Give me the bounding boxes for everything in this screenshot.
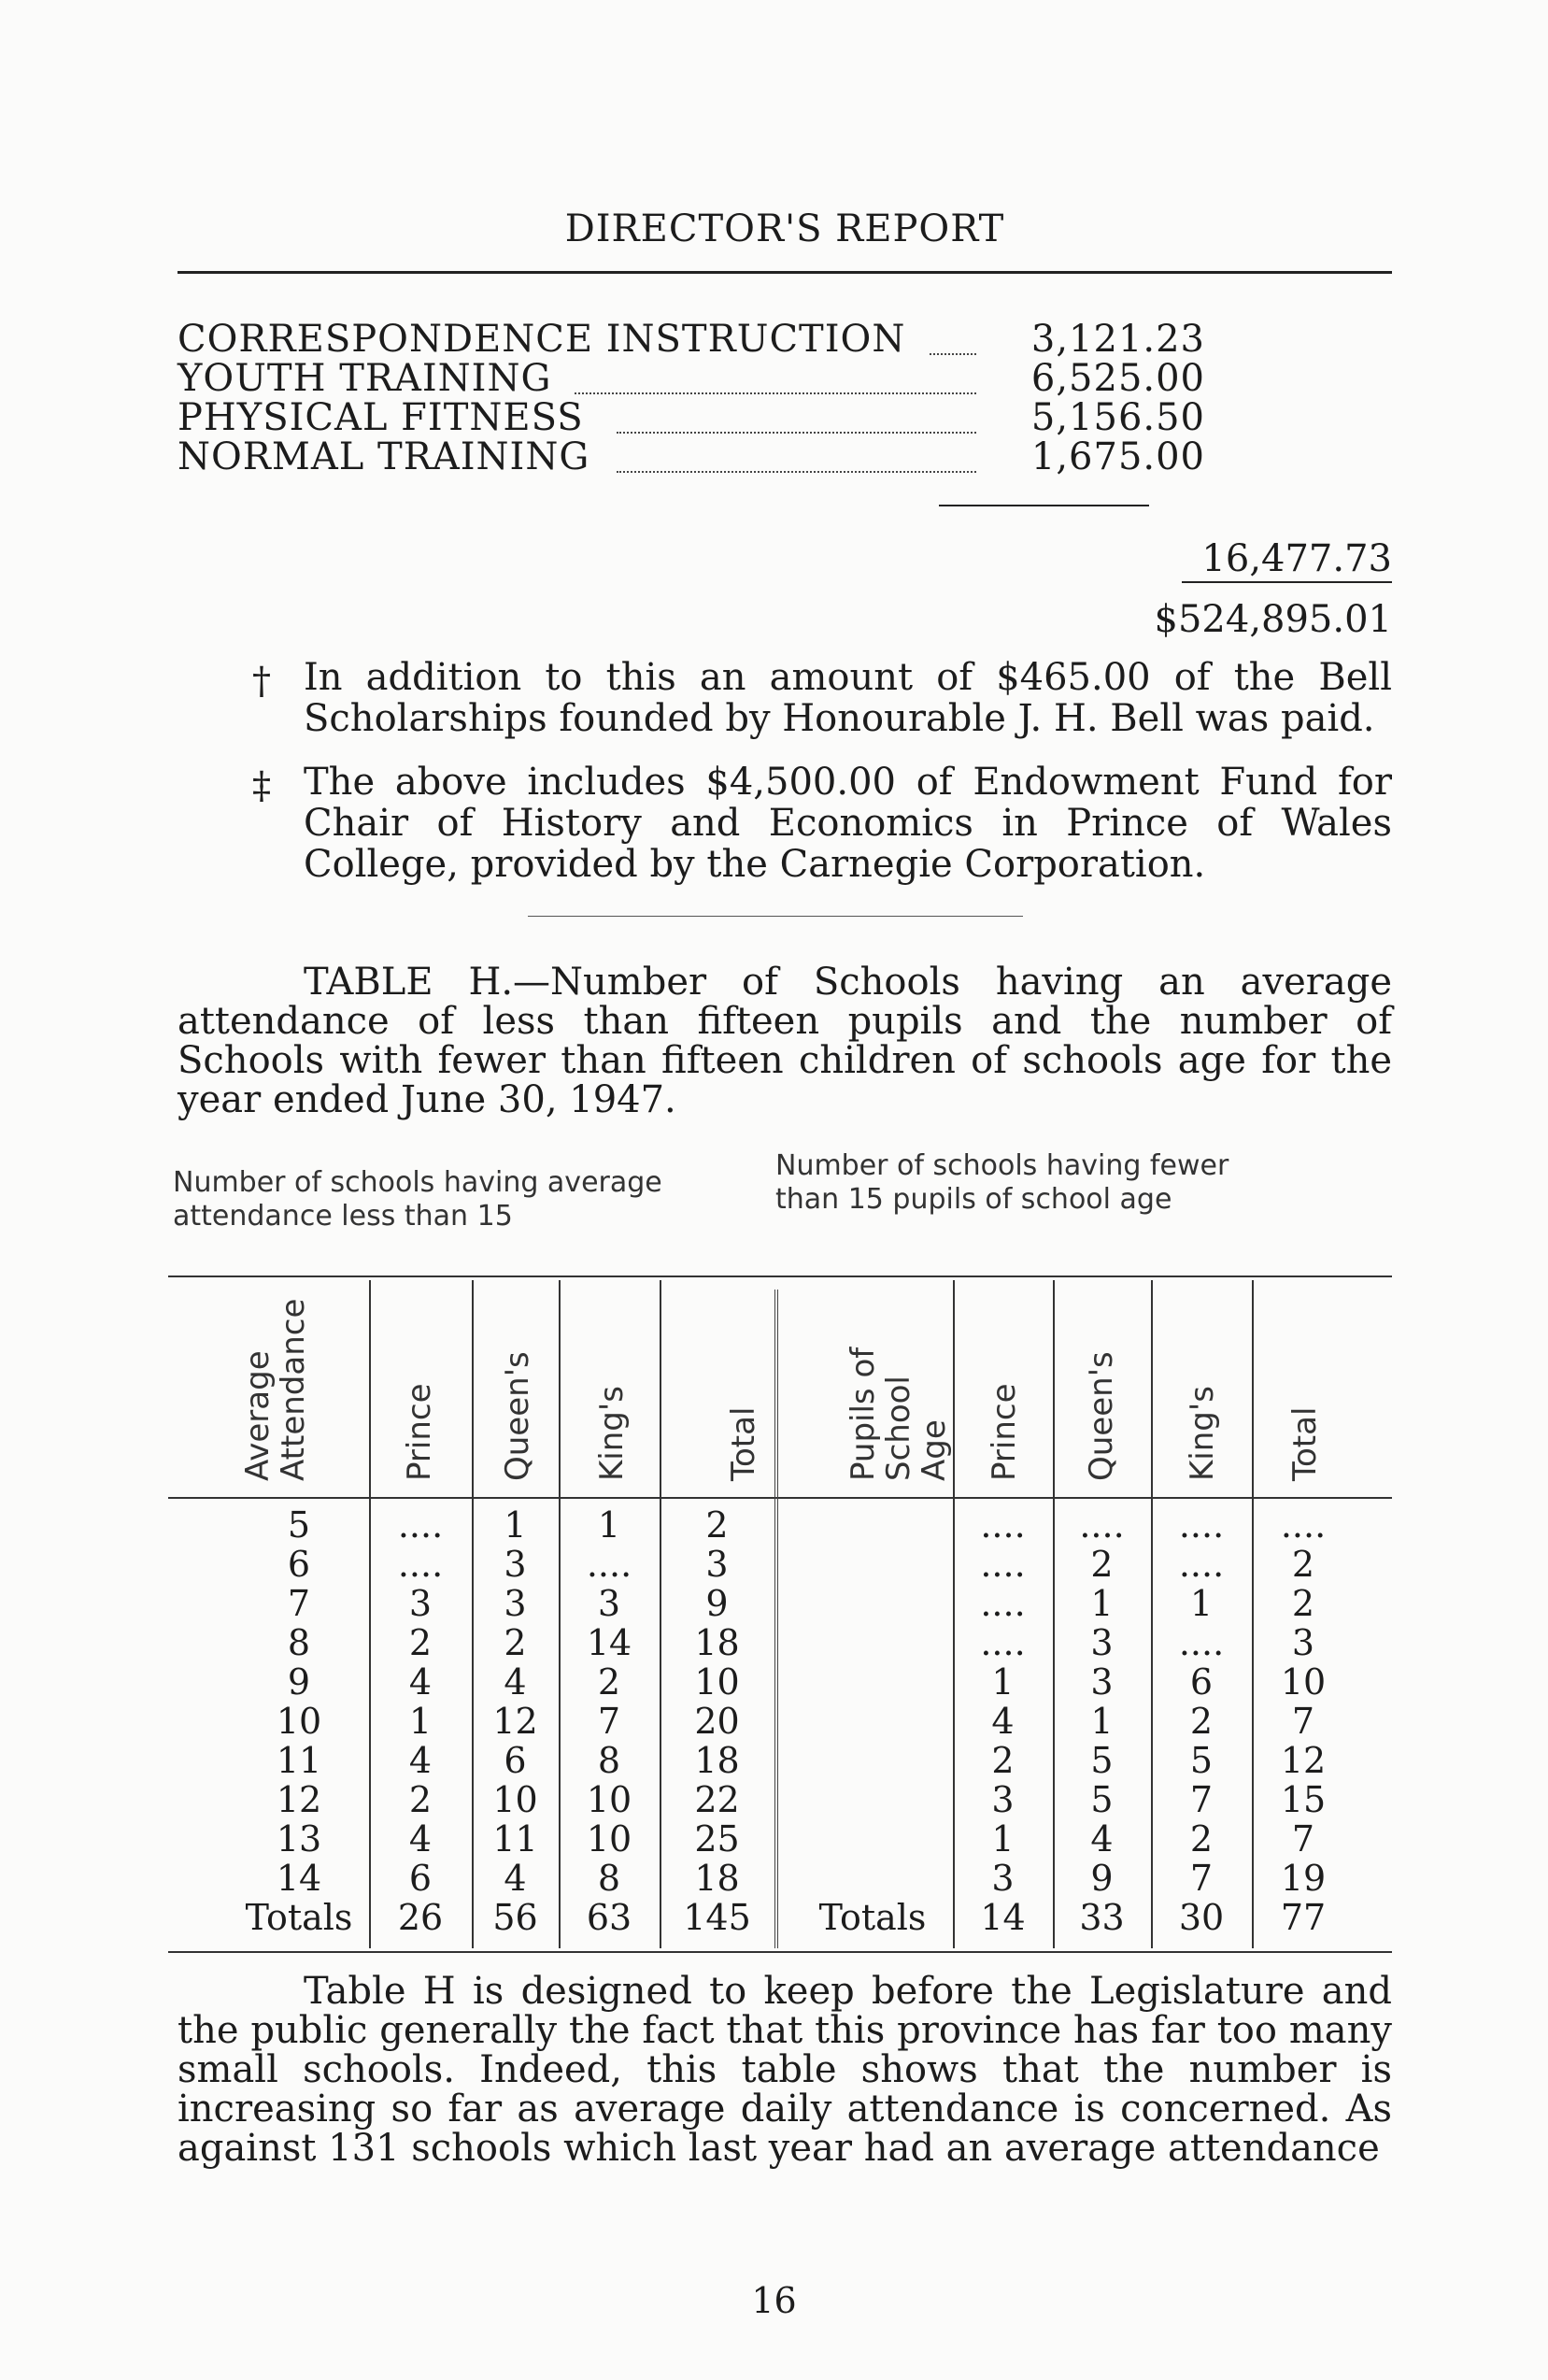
leader-dots bbox=[617, 432, 976, 434]
column-header: Total bbox=[725, 1406, 762, 1481]
cell-average-attendance: 5 bbox=[287, 1504, 311, 1546]
cell-prince-school-age: 1 bbox=[991, 1818, 1015, 1860]
cell-prince: .... bbox=[397, 1504, 444, 1546]
cell-queens: 1 bbox=[504, 1504, 527, 1546]
cell-queens: 3 bbox=[504, 1583, 527, 1624]
cell-prince: 1 bbox=[408, 1701, 433, 1742]
cell-kings-school-age: .... bbox=[1178, 1544, 1225, 1585]
column-header: Queen's bbox=[499, 1351, 536, 1481]
cell-kings-school-age: 1 bbox=[1189, 1583, 1214, 1624]
cell-total: 9 bbox=[705, 1583, 729, 1624]
totals-total: 145 bbox=[683, 1897, 751, 1938]
account-label: YOUTH TRAINING bbox=[178, 357, 552, 400]
totals-prince-school-age: 14 bbox=[980, 1897, 1026, 1938]
column-header: Total bbox=[1286, 1406, 1324, 1481]
header-average-attendance: Average Attendance bbox=[239, 1298, 312, 1481]
cell-kings: 1 bbox=[597, 1504, 621, 1546]
cell-queens-school-age: 9 bbox=[1090, 1858, 1114, 1899]
cell-prince: 4 bbox=[408, 1818, 433, 1860]
cell-kings-school-age: .... bbox=[1178, 1622, 1225, 1663]
cell-kings-school-age: 7 bbox=[1189, 1858, 1214, 1899]
cell-average-attendance: 14 bbox=[276, 1858, 322, 1899]
page-title: DIRECTOR'S REPORT bbox=[564, 207, 1005, 250]
table-top-rule bbox=[168, 1276, 1392, 1277]
cell-total-school-age: 2 bbox=[1291, 1583, 1315, 1624]
dagger-mark: † bbox=[252, 660, 271, 703]
cell-prince-school-age: .... bbox=[980, 1544, 1026, 1585]
cell-kings: 8 bbox=[597, 1858, 621, 1899]
cell-kings: 2 bbox=[597, 1661, 621, 1703]
cell-total-school-age: 15 bbox=[1280, 1779, 1327, 1820]
subtotal: 16,477.73 bbox=[1201, 537, 1392, 580]
footnote: In addition to this an amount of $465.00 of the Bell Scholarships founded by Honourable J. H. Bell was paid. bbox=[304, 656, 1392, 740]
cell-kings: 10 bbox=[586, 1818, 632, 1860]
cell-prince: .... bbox=[397, 1544, 444, 1585]
cell-queens-school-age: 5 bbox=[1090, 1740, 1114, 1781]
account-amount: 3,121.23 bbox=[1030, 318, 1205, 361]
cell-total-school-age: 2 bbox=[1291, 1544, 1315, 1585]
cell-kings-school-age: 2 bbox=[1189, 1701, 1214, 1742]
totals-label-right: Totals bbox=[818, 1897, 927, 1938]
cell-prince-school-age: .... bbox=[980, 1622, 1026, 1663]
left-caption: Number of schools having average attendance less than 15 bbox=[173, 1166, 662, 1233]
cell-prince: 6 bbox=[408, 1858, 433, 1899]
cell-queens: 12 bbox=[492, 1701, 538, 1742]
column-header: Prince bbox=[986, 1383, 1023, 1481]
right-caption: Number of schools having fewer than 15 pupils of school age bbox=[775, 1149, 1229, 1216]
leader-dots bbox=[575, 392, 976, 394]
cell-prince-school-age: 2 bbox=[991, 1740, 1015, 1781]
cell-queens: 2 bbox=[504, 1622, 527, 1663]
cell-total: 25 bbox=[694, 1818, 740, 1860]
account-label: PHYSICAL FITNESS bbox=[178, 396, 584, 439]
cell-queens-school-age: 3 bbox=[1090, 1661, 1114, 1703]
cell-kings: 7 bbox=[597, 1701, 621, 1742]
account-amount: 5,156.50 bbox=[1030, 396, 1205, 439]
cell-kings: 3 bbox=[597, 1583, 621, 1624]
account-label: NORMAL TRAINING bbox=[178, 435, 590, 478]
cell-total-school-age: 7 bbox=[1291, 1818, 1315, 1860]
cell-kings: 10 bbox=[586, 1779, 632, 1820]
cell-prince: 3 bbox=[408, 1583, 433, 1624]
cell-average-attendance: 7 bbox=[287, 1583, 311, 1624]
cell-prince-school-age: 3 bbox=[991, 1779, 1015, 1820]
cell-queens: 4 bbox=[504, 1661, 527, 1703]
cell-prince: 2 bbox=[408, 1779, 433, 1820]
cell-kings-school-age: 5 bbox=[1189, 1740, 1214, 1781]
cell-queens-school-age: 1 bbox=[1090, 1701, 1114, 1742]
page-number: 16 bbox=[751, 2280, 797, 2321]
cell-queens-school-age: .... bbox=[1079, 1504, 1125, 1546]
column-header: Queen's bbox=[1083, 1351, 1120, 1481]
cell-total: 18 bbox=[694, 1740, 740, 1781]
cell-queens: 4 bbox=[504, 1858, 527, 1899]
cell-total-school-age: 10 bbox=[1280, 1661, 1327, 1703]
cell-total: 2 bbox=[705, 1504, 729, 1546]
column-header: King's bbox=[593, 1386, 631, 1481]
cell-queens: 10 bbox=[492, 1779, 538, 1820]
cell-queens: 6 bbox=[504, 1740, 527, 1781]
cell-total: 3 bbox=[705, 1544, 729, 1585]
totals-prince: 26 bbox=[397, 1897, 444, 1938]
totals-kings: 63 bbox=[586, 1897, 632, 1938]
totals-label: Totals bbox=[245, 1897, 353, 1938]
cell-total-school-age: 12 bbox=[1280, 1740, 1327, 1781]
cell-prince-school-age: 1 bbox=[991, 1661, 1015, 1703]
cell-kings-school-age: 6 bbox=[1189, 1661, 1214, 1703]
cell-prince-school-age: 4 bbox=[991, 1701, 1015, 1742]
totals-queens: 56 bbox=[492, 1897, 538, 1938]
cell-total: 10 bbox=[694, 1661, 740, 1703]
cell-average-attendance: 9 bbox=[287, 1661, 311, 1703]
column-header bbox=[845, 1285, 952, 1481]
cell-total: 20 bbox=[694, 1701, 740, 1742]
cell-average-attendance: 11 bbox=[276, 1740, 322, 1781]
column-header: King's bbox=[1184, 1386, 1221, 1481]
sum-rule bbox=[939, 505, 1149, 506]
cell-total-school-age: 19 bbox=[1280, 1858, 1327, 1899]
cell-total-school-age: 7 bbox=[1291, 1701, 1315, 1742]
totals-kings-school-age: 30 bbox=[1178, 1897, 1225, 1938]
cell-queens-school-age: 2 bbox=[1090, 1544, 1114, 1585]
cell-queens-school-age: 5 bbox=[1090, 1779, 1114, 1820]
cell-kings: 8 bbox=[597, 1740, 621, 1781]
table-header-rule bbox=[168, 1497, 1392, 1499]
cell-queens-school-age: 4 bbox=[1090, 1818, 1114, 1860]
cell-average-attendance: 12 bbox=[276, 1779, 322, 1820]
totals-total-school-age: 77 bbox=[1280, 1897, 1327, 1938]
totals-queens-school-age: 33 bbox=[1079, 1897, 1125, 1938]
footnote: The above includes $4,500.00 of Endowment Fund for Chair of History and Economics in Prince of Wales College, provided by the Carnegie Corporation. bbox=[304, 761, 1392, 886]
cell-average-attendance: 13 bbox=[276, 1818, 322, 1860]
leader-dots bbox=[617, 471, 976, 473]
cell-total: 22 bbox=[694, 1779, 740, 1820]
cell-prince-school-age: .... bbox=[980, 1504, 1026, 1546]
account-amount: 1,675.00 bbox=[1030, 435, 1205, 478]
cell-total-school-age: .... bbox=[1280, 1504, 1327, 1546]
cell-average-attendance: 10 bbox=[276, 1701, 322, 1742]
cell-kings-school-age: 2 bbox=[1189, 1818, 1214, 1860]
cell-total: 18 bbox=[694, 1622, 740, 1663]
leader-dots bbox=[930, 353, 976, 355]
column-header: Prince bbox=[401, 1383, 438, 1481]
grand-total: $524,895.01 bbox=[1154, 598, 1392, 641]
header-rule bbox=[178, 271, 1392, 274]
cell-average-attendance: 8 bbox=[287, 1622, 311, 1663]
table-title: TABLE H.—Number of Schools having an average attendance of less than fifteen pupils and the number of Schools with fewer than fifteen children of schools age for the year ended June 30, 1947. bbox=[178, 961, 1392, 1121]
cell-prince-school-age: 3 bbox=[991, 1858, 1015, 1899]
table-split-divider bbox=[774, 1290, 778, 1948]
cell-queens: 3 bbox=[504, 1544, 527, 1585]
cell-prince: 4 bbox=[408, 1740, 433, 1781]
account-amount: 6,525.00 bbox=[1030, 357, 1205, 400]
closing-paragraph: Table H is designed to keep before the Legislature and the public generally the fact that this province has far too many small schools. Indeed, this table shows that the number is increasing so far as average daily attendance is concerned. As against 131 schools which last year had an average attendance bbox=[178, 1970, 1392, 2170]
cell-kings-school-age: 7 bbox=[1189, 1779, 1214, 1820]
cell-prince: 2 bbox=[408, 1622, 433, 1663]
sum-rule bbox=[1182, 581, 1392, 583]
cell-queens: 11 bbox=[492, 1818, 538, 1860]
cell-queens-school-age: 1 bbox=[1090, 1583, 1114, 1624]
header-pupils-of-school-age: Pupils of School Age bbox=[845, 1347, 953, 1481]
cell-prince: 4 bbox=[408, 1661, 433, 1703]
cell-prince-school-age: .... bbox=[980, 1583, 1026, 1624]
cell-queens-school-age: 3 bbox=[1090, 1622, 1114, 1663]
cell-kings-school-age: .... bbox=[1178, 1504, 1225, 1546]
account-label: CORRESPONDENCE INSTRUCTION bbox=[178, 318, 906, 361]
table-bottom-rule bbox=[168, 1951, 1392, 1953]
cell-average-attendance: 6 bbox=[287, 1544, 311, 1585]
cell-kings: 14 bbox=[586, 1622, 632, 1663]
cell-total: 18 bbox=[694, 1858, 740, 1899]
cell-kings: .... bbox=[586, 1544, 632, 1585]
section-divider bbox=[528, 916, 1023, 917]
double-dagger-mark: ‡ bbox=[252, 764, 271, 807]
cell-total-school-age: 3 bbox=[1291, 1622, 1315, 1663]
column-header bbox=[240, 1285, 311, 1481]
